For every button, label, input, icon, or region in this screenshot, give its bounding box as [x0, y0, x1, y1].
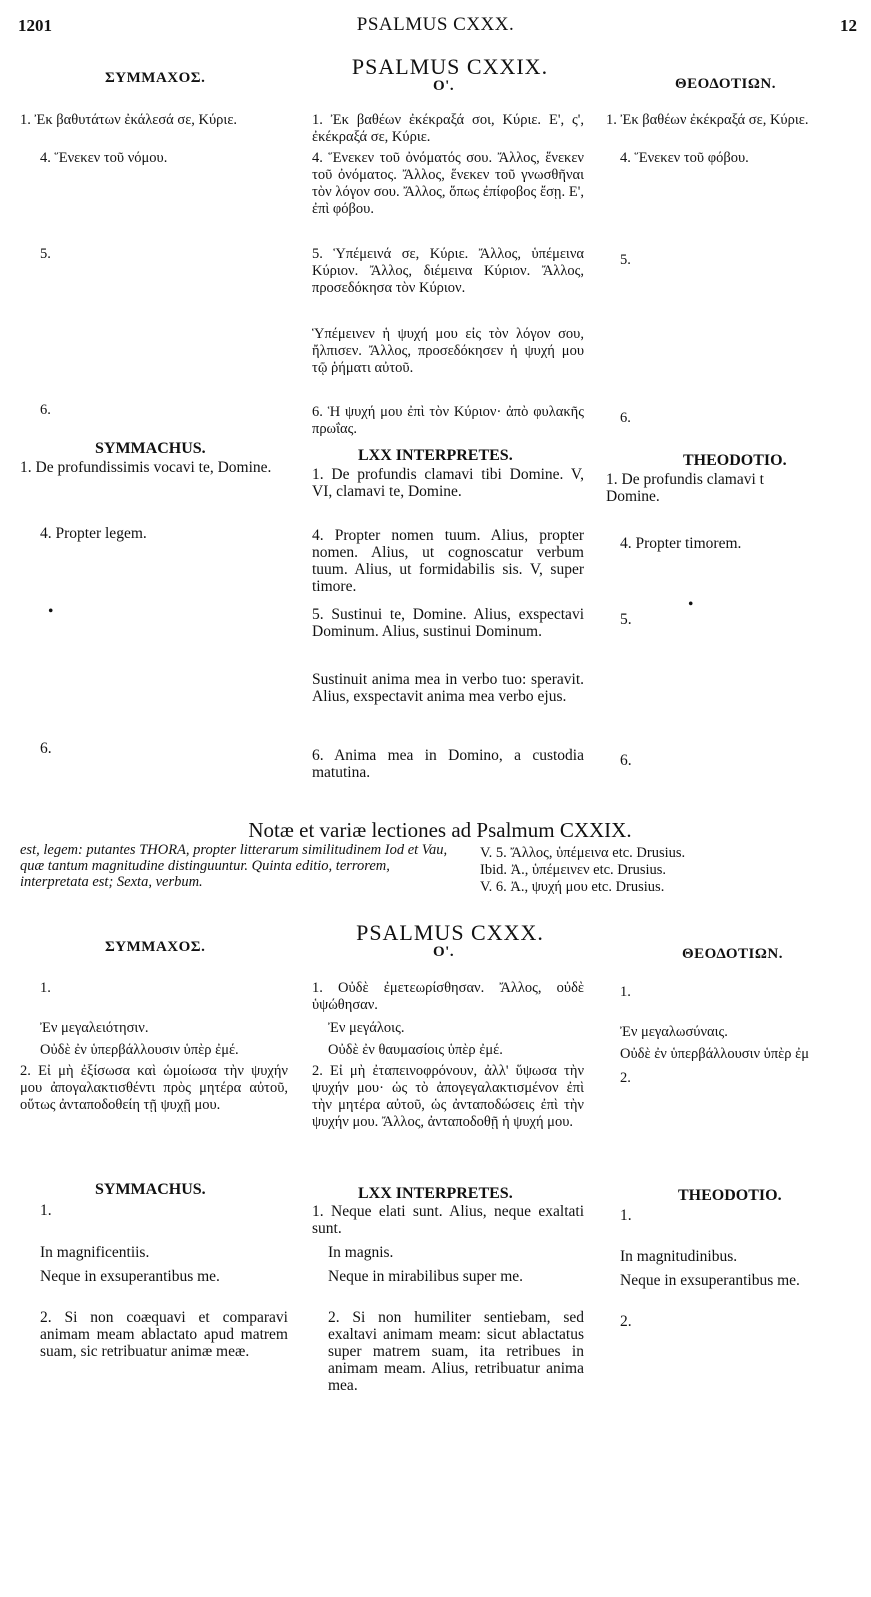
theodotion-130-latin-v2: 2. [620, 1313, 632, 1330]
symmachus-130-latin-l2: In magnificentiis. [40, 1244, 150, 1261]
lxx-latin-v5: 5. Sustinui te, Domine. Alius, exspectavi Dominum. Alius, sustinui Dominum. [312, 606, 584, 640]
lxx-latin-v4: 4. Propter nomen tuum. Alius, propter nomen. Alius, ut cognoscatur verbum tuum. Alius, ut formidabilis sis. V, super timore. [312, 527, 584, 595]
symmachus-greek-v6: 6. [40, 402, 51, 418]
header-symmachus-greek-130: ΣΥΜΜΑΧΟΣ. [105, 939, 206, 955]
lxx-130-latin-l3: Neque in mirabilibus super me. [328, 1268, 523, 1285]
lxx-130-greek-v2: 2. Εἰ μὴ ἐταπεινοφρόνουν, ἀλλ' ὕψωσα τὴν ψυχήν μου· ὡς τὸ ἀπογεγαλακτισμένον ἐπὶ τὴν μητέρα αὐτοῦ, ὡς ἀνταποδώσεις ἐπὶ τὴν ψυχήν μου. Ἄλλος, ἀνταποδοθῇ ἡ ψυχή μου. [312, 1063, 584, 1130]
theodotion-greek-v4: 4. Ἕνεκεν τοῦ φόβου. [620, 150, 749, 166]
header-lxx-latin-130: LXX INTERPRETES. [358, 1185, 513, 1202]
symmachus-latin-v4: 4. Propter legem. [40, 525, 147, 542]
header-lxx-greek: Ο'. [433, 78, 455, 94]
page-number-right: 12 [840, 16, 857, 35]
lxx-130-latin-v2: 2. Si non humiliter sentiebam, sed exaltavi animam meam: sicut ablactatus super matrem suam, ita retribues in animam meam. Alius, retribuatur anima mea. [328, 1309, 584, 1394]
lxx-130-latin-l2: In magnis. [328, 1244, 394, 1261]
symmachus-latin-dot: • [48, 603, 54, 620]
running-head: PSALMUS CXXX. [356, 14, 515, 35]
theodotion-latin-dot: • [688, 596, 694, 613]
lxx-130-greek-v1: 1. Οὐδὲ ἐμετεωρίσθησαν. Ἄλλος, οὐδὲ ὑψώθησαν. [312, 980, 584, 1013]
symmachus-130-greek-v1: 1. [40, 980, 51, 996]
theodotion-130-latin-l3: Neque in exsuperantibus me. [620, 1272, 800, 1289]
lxx-greek-v6: 6. Ἡ ψυχή μου ἐπὶ τὸν Κύριον· ἀπὸ φυλακῆς πρωΐας. [312, 404, 584, 437]
psalm-129-title: PSALMUS CXXIX. [351, 54, 549, 79]
symmachus-130-greek-l2: Ἐν μεγαλειότησιν. [40, 1020, 149, 1036]
lxx-latin-v1: 1. De profundis clamavi tibi Domine. V, VI, clamavi te, Domine. [312, 466, 584, 500]
symmachus-latin-v6: 6. [40, 740, 52, 757]
notes-title: Notæ et variæ lectiones ad Psalmum CXXIX. [248, 818, 632, 842]
psalm-130-title: PSALMUS CXXX. [356, 920, 544, 945]
page-number: 1201 [18, 16, 52, 35]
theodotion-130-latin-l2: In magnitudinibus. [620, 1248, 738, 1265]
theodotion-130-greek-v2: 2. [620, 1070, 631, 1086]
lxx-latin-v6: 6. Anima mea in Domino, a custodia matutina. [312, 747, 584, 781]
theodotion-130-greek-v1: 1. [620, 984, 631, 1000]
symmachus-130-latin-v2: 2. Si non coæquavi et comparavi animam meam ablactato apud matrem suam, sic retribuatur animæ meæ. [40, 1309, 288, 1360]
lxx-130-greek-l2: Ἐν μεγάλοις. [328, 1020, 405, 1036]
header-symmachus-greek: ΣΥΜΜΑΧΟΣ. [105, 70, 206, 86]
symmachus-greek-v1: 1. Ἐκ βαθυτάτων ἐκάλεσά σε, Κύριε. [20, 112, 238, 128]
theodotion-greek-v6: 6. [620, 410, 631, 426]
lxx-greek-v5: 5. Ὑπέμεινά σε, Κύριε. Ἄλλος, ὑπέμεινα Κύριον. Ἄλλος, διέμεινα Κύριον. Ἄλλος, προσεδόκησα τὸν Κύριον. [312, 246, 584, 296]
notes-left-text: est, legem: putantes THORA, propter litterarum similitudinem Iod et Vau, quæ tantum magnitudine distinguuntur. Quinta editio, terrorem, interpretata est; Sexta, verbum. [20, 842, 448, 890]
theodotion-130-latin-v1: 1. [620, 1207, 632, 1224]
symmachus-latin-v1: 1. De profundissimis vocavi te, Domine. [20, 459, 272, 476]
symmachus-greek-v5: 5. [40, 246, 51, 262]
header-symmachus-latin: SYMMACHUS. [95, 440, 206, 457]
theodotion-130-greek-l3: Οὐδὲ ἐν ὑπερβάλλουσιν ὑπὲρ ἐμ [620, 1046, 809, 1062]
header-lxx-latin: LXX INTERPRETES. [358, 447, 513, 464]
symmachus-130-greek-v2: 2. Εἰ μὴ ἐξίσωσα καὶ ὡμοίωσα τὴν ψυχήν μου ἀπογαλακτισθέντι πρὸς μητέρα αὐτοῦ, οὕτως ἀνταποδοθείη τῇ ψυχῇ μου. [20, 1063, 288, 1113]
theodotion-latin-v4: 4. Propter timorem. [620, 535, 742, 552]
lxx-130-greek-l3: Οὐδὲ ἐν θαυμασίοις ὑπὲρ ἐμέ. [328, 1042, 503, 1058]
header-theodotion-latin-130: THEODOTIO. [678, 1187, 782, 1204]
lxx-greek-v5b: Ὑπέμεινεν ἡ ψυχή μου εἰς τὸν λόγον σου, ἤλπισεν. Ἄλλος, προσεδόκησεν ἡ ψυχή μου τῷ ῥήματι αὐτοῦ. [312, 326, 584, 376]
notes-right-line-3: V. 6. Ἀ., ψυχή μου etc. Drusius. [480, 879, 665, 895]
symmachus-130-greek-l3: Οὐδὲ ἐν ὑπερβάλλουσιν ὑπὲρ ἐμέ. [40, 1042, 239, 1058]
notes-right-line-2: Ibid. Ἀ., ὑπέμεινεν etc. Drusius. [480, 862, 667, 878]
theodotion-130-greek-l2: Ἐν μεγαλωσύναις. [620, 1024, 728, 1040]
header-theodotion-greek: ΘΕΟΔΟΤΙΩΝ. [675, 76, 776, 92]
symmachus-130-latin-v1: 1. [40, 1202, 52, 1219]
theodotion-latin-v6: 6. [620, 752, 632, 769]
lxx-greek-v4: 4. Ἕνεκεν τοῦ ὀνόματός σου. Ἄλλος, ἕνεκεν τοῦ ὀνόματος. Ἄλλος, ἕνεκεν τοῦ γνωσθῆναι τὸν λόγον σου. Ἄλλος, ὅπως ἐπίφοβος ἔσῃ. Ε', ἐπὶ φόβου. [312, 150, 584, 217]
theodotion-greek-v1: 1. Ἐκ βαθέων ἐκέκραξά σε, Κύριε. [606, 112, 809, 128]
header-lxx-greek-130: Ο'. [433, 944, 455, 960]
theodotion-greek-v5: 5. [620, 252, 631, 268]
header-symmachus-latin-130: SYMMACHUS. [95, 1181, 206, 1198]
lxx-greek-v1: 1. Ἐκ βαθέων ἐκέκραξά σοι, Κύριε. Ε', ς', ἐκέκραξά σε, Κύριε. [312, 112, 584, 145]
theodotion-latin-v1b: Domine. [606, 488, 660, 505]
symmachus-130-latin-l3: Neque in exsuperantibus me. [40, 1268, 220, 1285]
symmachus-greek-v4: 4. Ἕνεκεν τοῦ νόμου. [40, 150, 168, 166]
lxx-130-latin-v1: 1. Neque elati sunt. Alius, neque exaltati sunt. [312, 1203, 584, 1237]
lxx-latin-v5b: Sustinuit anima mea in verbo tuo: speravit. Alius, exspectavit anima mea verbo ejus. [312, 671, 584, 705]
header-theodotion-latin: THEODOTIO. [683, 452, 787, 469]
notes-right-line-1: V. 5. Ἄλλος, ὑπέμεινα etc. Drusius. [480, 845, 686, 861]
header-theodotion-greek-130: ΘΕΟΔΟΤΙΩΝ. [682, 946, 783, 962]
theodotion-latin-v5: 5. [620, 611, 632, 628]
theodotion-latin-v1: 1. De profundis clamavi t [606, 471, 764, 488]
